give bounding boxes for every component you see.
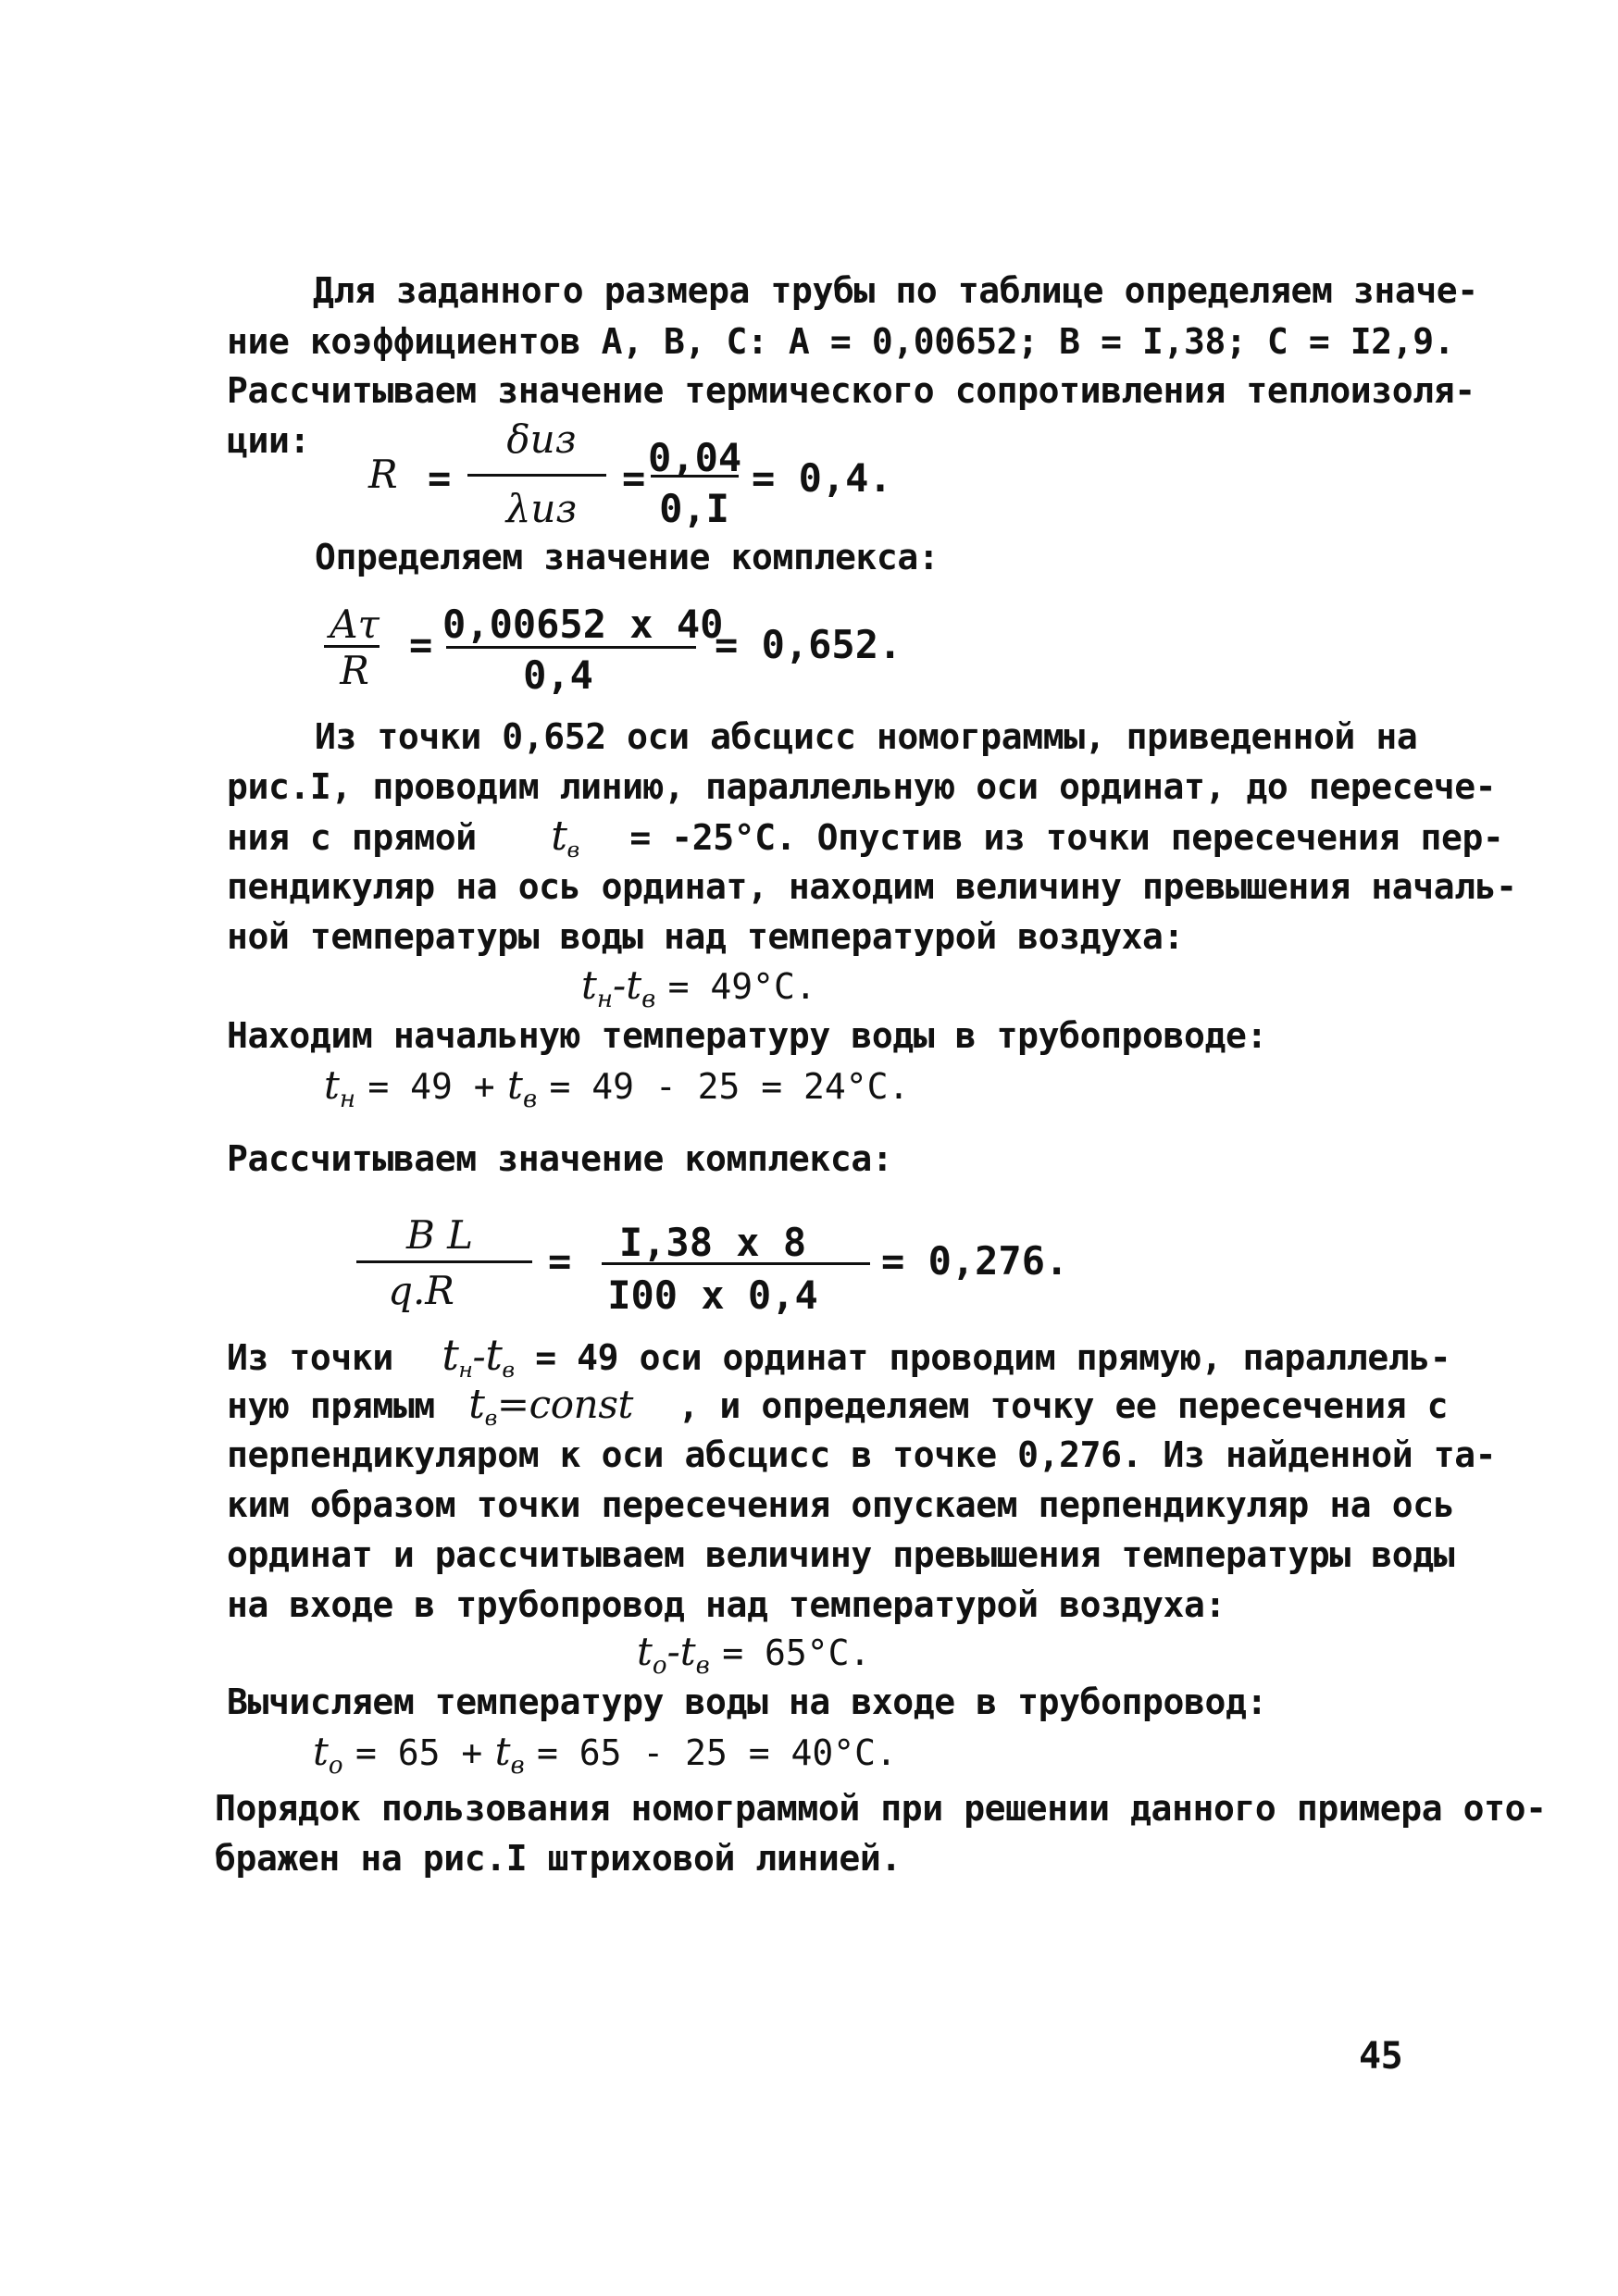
fraction-bar bbox=[356, 1260, 532, 1263]
variable-t: t bbox=[626, 962, 642, 1008]
text-line: ние коэффициентов A, B, C: A = 0,00652; B = I,38; C = I2,9. bbox=[227, 321, 1455, 362]
equation-rest: = 49 - 25 = 24°С. bbox=[549, 1066, 910, 1107]
equation-rest: = 65 - 25 = 40°С. bbox=[536, 1732, 897, 1773]
text-line: ной температуры воды над температурой воздуха: bbox=[227, 916, 1184, 957]
equation-entry-temp bbox=[313, 1729, 897, 1789]
fraction-bar bbox=[651, 475, 739, 478]
eq-sign: = bbox=[428, 455, 452, 501]
equation-rest: = 49°С. bbox=[667, 966, 816, 1007]
text-line: ции: bbox=[227, 420, 310, 461]
variable-subscript: в bbox=[510, 1752, 525, 1781]
variable-t: t bbox=[468, 1381, 485, 1428]
fraction-numerator: B L bbox=[405, 1212, 474, 1258]
text-fragment: , и определяем точку ее пересечения с bbox=[678, 1385, 1449, 1426]
variable-subscript: в bbox=[522, 1086, 538, 1114]
text-line: рис.I, проводим линию, параллельную оси ординат, до пересече- bbox=[227, 766, 1497, 807]
fraction-bar bbox=[467, 474, 606, 477]
variable-subscript: o bbox=[652, 1652, 667, 1681]
text-line: Из точки 0,652 оси абсцисс номограммы, приведенной на bbox=[315, 716, 1418, 757]
text-line bbox=[227, 1383, 1448, 1440]
equation-rest: = 65°С. bbox=[722, 1632, 871, 1673]
variable-subscript: в bbox=[484, 1405, 497, 1432]
const-expression: =const bbox=[496, 1382, 633, 1427]
eq-sign: = bbox=[622, 455, 646, 501]
variable-subscript: o bbox=[328, 1752, 343, 1781]
fraction-denominator: I00 x 0,4 bbox=[607, 1272, 818, 1318]
fraction-numerator: Aτ bbox=[330, 602, 380, 647]
minus-sign: - bbox=[613, 962, 627, 1008]
minus-sign: - bbox=[666, 1629, 680, 1674]
text-line: пендикуляр на ось ординат, находим величину превышения началь- bbox=[227, 866, 1517, 907]
text-fragment: Из точки bbox=[227, 1337, 393, 1378]
text-line: Находим начальную температуру воды в трубопроводе: bbox=[227, 1015, 1267, 1056]
page-number: 45 bbox=[1359, 2035, 1403, 2078]
variable-subscript: в bbox=[695, 1652, 710, 1681]
variable-t: t bbox=[551, 813, 567, 860]
eq-result: = 0,652. bbox=[715, 622, 902, 667]
variable-subscript: н bbox=[458, 1357, 473, 1384]
fraction-denominator: λиз bbox=[505, 486, 578, 531]
variable-t: t bbox=[485, 1330, 503, 1380]
equation-mid: = 65 + bbox=[355, 1732, 483, 1773]
fraction-numerator: 0,00652 x 40 bbox=[442, 602, 724, 647]
variable-t: t bbox=[313, 1729, 329, 1774]
fraction-bar bbox=[602, 1262, 870, 1265]
fraction-numerator: δиз bbox=[506, 416, 577, 462]
text-fragment: ния с прямой bbox=[227, 817, 477, 858]
text-fragment: = -25°С. Опустив из точки пересечения пер- bbox=[629, 817, 1504, 858]
fraction-denominator: R bbox=[340, 648, 369, 693]
text-line: на входе в трубопровод над температурой воздуха: bbox=[227, 1584, 1226, 1625]
text-line: ким образом точки пересечения опускаем перпендикуляр на ось bbox=[227, 1484, 1455, 1525]
variable-t: t bbox=[679, 1629, 696, 1674]
variable-t: t bbox=[507, 1062, 523, 1108]
variable-subscript: в bbox=[566, 837, 579, 863]
text-line: ординат и рассчитываем величину превышения температуры воды bbox=[227, 1534, 1455, 1575]
equation-mid: = 49 + bbox=[367, 1066, 495, 1107]
text-line: Вычисляем температуру воды на входе в трубопровод: bbox=[227, 1682, 1267, 1722]
variable-t: t bbox=[442, 1330, 459, 1380]
text-line: Рассчитываем значение комплекса: bbox=[227, 1138, 893, 1179]
fraction-denominator: 0,I bbox=[659, 486, 729, 531]
equation-initial-temp bbox=[324, 1062, 909, 1123]
text-line: Рассчитываем значение термического сопротивления теплоизоля- bbox=[227, 370, 1475, 411]
minus-sign: - bbox=[472, 1334, 486, 1379]
variable-t: t bbox=[581, 962, 597, 1008]
variable-subscript: н bbox=[339, 1086, 356, 1114]
text-fragment: ную прямым bbox=[227, 1385, 435, 1426]
eq-sign: = bbox=[548, 1238, 572, 1284]
eq-sign: = bbox=[409, 622, 433, 667]
variable-t: t bbox=[637, 1629, 653, 1674]
text-line: Для заданного размера трубы по таблице определяем значе- bbox=[313, 270, 1478, 311]
text-line: Порядок пользования номограммой при решении данного примера ото- bbox=[215, 1788, 1547, 1829]
variable-t: t bbox=[494, 1729, 511, 1774]
variable-subscript: в bbox=[502, 1357, 515, 1384]
eq-result: = 0,276. bbox=[881, 1238, 1069, 1284]
text-fragment: = 49 оси ординат проводим прямую, параллель- bbox=[535, 1337, 1451, 1378]
text-line bbox=[227, 814, 1503, 872]
fraction-bar bbox=[446, 646, 696, 649]
text-line: бражен на рис.I штриховой линией. bbox=[215, 1838, 902, 1879]
text-line: Определяем значение комплекса: bbox=[315, 537, 940, 577]
variable-subscript: н bbox=[596, 986, 614, 1014]
variable-subscript: в bbox=[641, 986, 656, 1014]
eq-lhs: R bbox=[368, 452, 398, 497]
fraction-denominator: q.R bbox=[388, 1268, 454, 1313]
text-line: перпендикуляром к оси абсцисс в точке 0,276. Из найденной та- bbox=[227, 1434, 1497, 1475]
fraction-numerator: I,38 x 8 bbox=[618, 1220, 807, 1265]
eq-result: = 0,4. bbox=[752, 455, 892, 501]
fraction-denominator: 0,4 bbox=[523, 652, 593, 698]
variable-t: t bbox=[324, 1062, 340, 1108]
fraction-numerator: 0,04 bbox=[648, 435, 742, 480]
